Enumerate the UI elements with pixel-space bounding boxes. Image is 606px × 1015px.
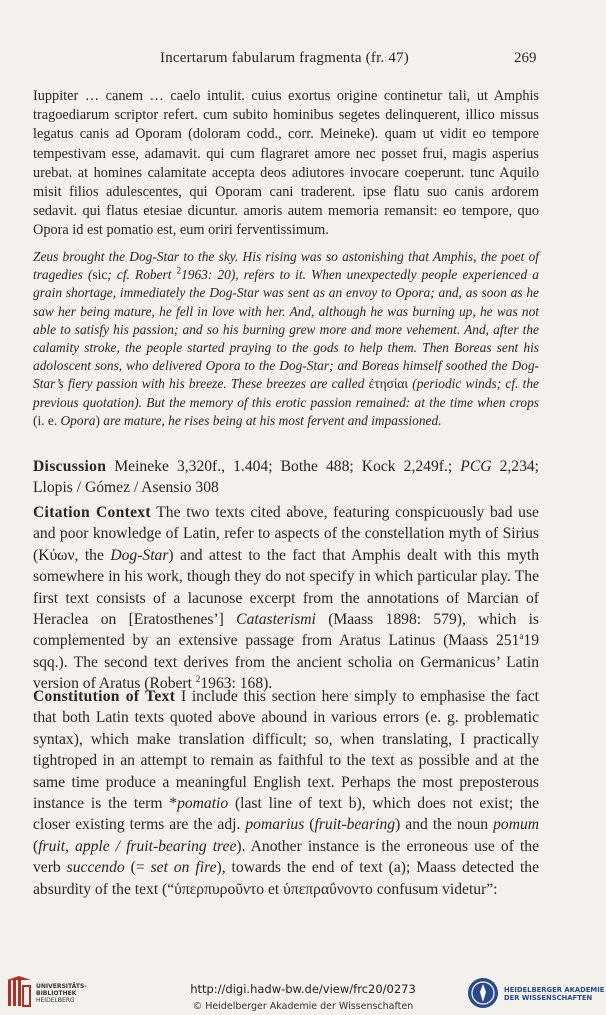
running-header [0, 50, 606, 70]
academy-logo[interactable] [466, 976, 606, 1012]
constitution-heading: Constitution of Text [33, 688, 176, 705]
library-name: UNIVERSITÄTS- BIBLIOTHEK HEIDELBERG [36, 983, 87, 1004]
copyright-notice: © Heidelberger Akademie der Wissenschaften [192, 1001, 414, 1012]
page-number: 269 [514, 50, 537, 66]
running-title: Incertarum fabularum fragmenta (fr. 47) [160, 50, 409, 66]
constitution-of-text-section: Constitution of Text I include this section here simply to emphasise the fact that both Latin texts quoted above abound in various errors (e. g. problematic syntax), which make translation difficult; so, when translating, I practically tightroped in an attempt to remain as faithful to the text as possible and at the same time produce a meaningful English text. Perhaps the most preposterous instance is the term *pomatio (last line of text b), which does not exist; the closer existing terms are the adj. pomarius (fruit-bearing) and the noun pomum (fruit, apple / fruit-bearing tree). Another instance is the erroneous use of the verb succendo (= set on fire), towards the end of text (a); Maass detected the absurdity of the text (“ὑπερπυροῦντο et ὑπεπραΰνοντο confusum videtur”: [33, 688, 540, 898]
english-translation: Zeus brought the Dog-Star to the sky. His rising was so astonishing that Amphis, the poet of tragedies (sic; cf. Robert $^2$1963: 20), refers to it. When unexpectedly people experienced a grain shortage, immediately the Dog-Star was sent as an envoy to Opora; and, as soon as he saw her being mature, he fell in love with her. And, although he was burning up, he was not able to satisfy his passion; and so his burning grew more and more vehement. And, after the calamity stroke, the people started praying to the gods to help them. Then Boreas sent his adoloscent sons, who delivered Opora to the Dog-Star; and Boreas himself soothed the Dog-Star’s fiery passion with his breeze. These breezes are called ἐτησίαι (periodic winds; cf. the previous quotation). But the memory of this erotic passion remained: at the time when crops (i. e. Opora) are mature, he rises being at his most fervent and impassioned. [33, 249, 539, 428]
discussion-heading: Discussion [33, 458, 107, 475]
citation-context-section: Citation Context The two texts cited above, featuring conspicuously bad use and poor knowledge of Latin, refer to aspects of the constellation myth of Sirius (Κύων, the Dog-Star) and attest to the fact that Amphis dealt with this myth somewhere in his work, though they do not specify in which particular play. The first text consists of a lacunose excerpt from the annotations of Marcian of Heraclea on [Eratosthenes’] Catasterismi (Maass 1898: 579), which is complemented by an extensive passage from Aratus Latinus (Maass 251$^a$19 sqq.). The second text derives from the ancient scholia on Germanicus’ Latin version of Aratus (Robert $^2$1963: 168). [33, 504, 539, 693]
academy-name: HEIDELBERGER AKADEMIE DER WISSENSCHAFTEN [504, 986, 605, 1002]
permalink-url[interactable]: http://digi.hadw-bw.de/view/frc20/0273 [190, 982, 416, 996]
discussion-section: Discussion Meineke 3,320f., 1.404; Bothe 488; Kock 2,249f.; PCG 2,234; Llopis / Gómez / Asensio 308 [33, 458, 539, 497]
citation-context-heading: Citation Context [33, 504, 151, 521]
academy-seal-icon [466, 976, 500, 1010]
page-footer [0, 972, 606, 1015]
latin-quotation: Iuppiter … canem … caelo intulit. cuius exortus origine continetur tali, ut Amphis tragoediarum scriptor refert. cum subito hominibus segetes delinquerent, illico missus legatus canis ad Oporam (doloram codd., corr. Meineke). quam ut vidit eo tempore tempestivam esse, adamavit. qui cum flagraret amore nec posset frui, magis asperius urebat. at homines calamitate accepta deos adiutores invocare coeperunt. tunc Aquilo misit filios adulescentes, qui Oporam cani traderent. ipse flatu suo canis ardorem sedavit. qui flatus etesiae dicuntur. amoris autem memoria remansit: eo tempore, quo Opora id est pomatio est, eum oriri ferventissimum. [33, 88, 539, 239]
